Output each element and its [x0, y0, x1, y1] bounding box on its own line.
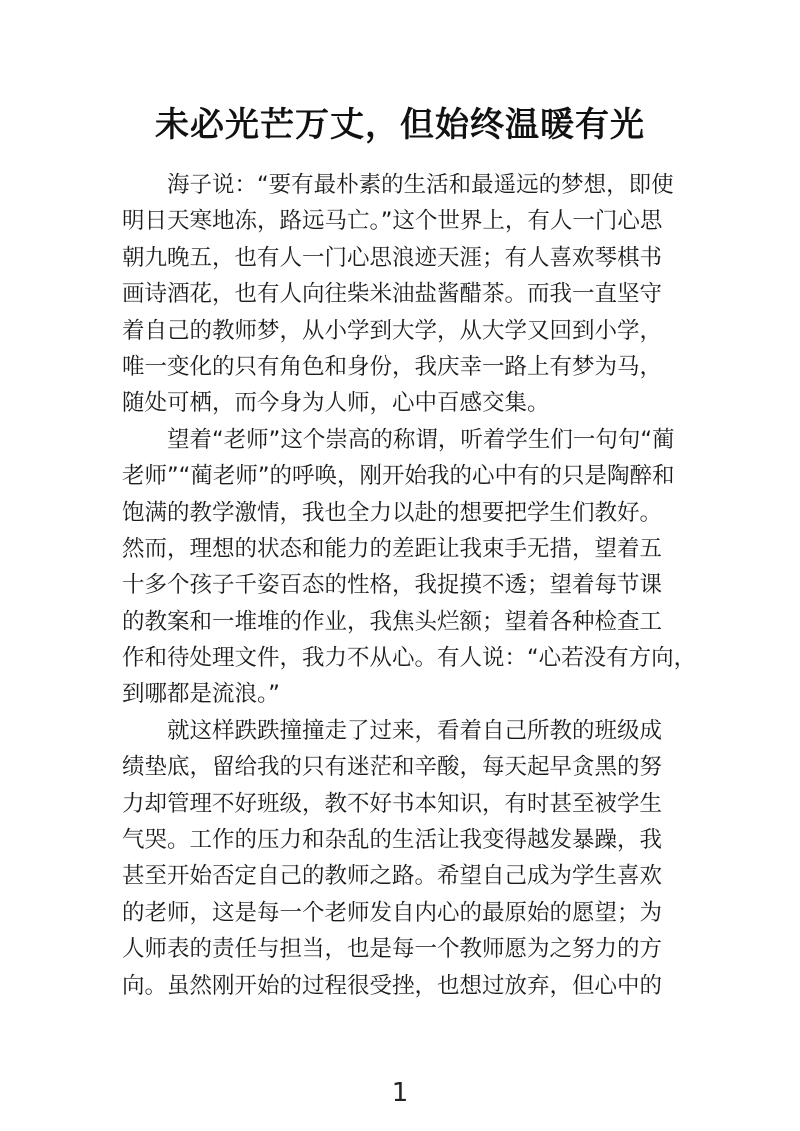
text-line: 老师”“蔺老师”的呼唤，刚开始我的心中有的只是陶醉和: [122, 463, 675, 490]
text-line: 朝九晚五，也有人一门心思浪迹天涯；有人喜欢琴棋书: [122, 244, 663, 271]
text-line: 海子说：“要有最朴素的生活和最遥远的梦想，即使: [167, 172, 674, 198]
text-line: 作和待处理文件，我力不从心。有人说：“心若没有方向，: [122, 645, 697, 672]
text-line: 望着“老师”这个崇高的称谓，听着学生们一句句“蔺: [167, 426, 675, 453]
text-line: 甚至开始否定自己的教师之路。希望自己成为学生喜欢: [122, 863, 663, 890]
text-line: 然而，理想的状态和能力的差距让我束手无措，望着五: [122, 535, 663, 562]
text-line: 饱满的教学激情，我也全力以赴的想要把学生们教好。: [122, 499, 663, 526]
text-line: 着自己的教师梦，从小学到大学，从大学又回到小学，: [122, 317, 663, 344]
text-line: 向。虽然刚开始的过程很受挫，也想过放弃，但心中的: [122, 972, 663, 999]
text-line: 绩垫底，留给我的只有迷茫和辛酸，每天起早贪黑的努: [122, 754, 663, 781]
text-line: 十多个孩子千姿百态的性格，我捉摸不透；望着每节课: [122, 572, 663, 599]
text-line: 人师表的责任与担当，也是每一个教师愿为之努力的方: [122, 936, 663, 963]
text-line: 就这样跌跌撞撞走了过来，看着自己所教的班级成: [167, 717, 663, 744]
text-line: 的老师，这是每一个老师发自内心的最原始的愿望；为: [122, 899, 663, 926]
text-line: 画诗酒花，也有人向往柴米油盐酱醋茶。而我一直坚守: [122, 281, 663, 308]
text-line: 唯一变化的只有角色和身份，我庆幸一路上有梦为马，: [122, 353, 663, 380]
body-text: [122, 167, 697, 1004]
page-number: 1: [391, 1078, 409, 1108]
text-line: 随处可栖，而今身为人师，心中百感交集。: [122, 390, 550, 417]
document-title: 未必光芒万丈，但始终温暖有光: [155, 105, 645, 145]
text-line: 到哪都是流浪。”: [122, 681, 280, 708]
text-line: 明日天寒地冻，路远马亡。”这个世界上，有人一门心思: [122, 208, 663, 235]
text-line: 力却管理不好班级，教不好书本知识，有时甚至被学生: [122, 790, 663, 817]
text-line: 气哭。工作的压力和杂乱的生活让我变得越发暴躁，我: [122, 827, 663, 854]
text-line: 的教案和一堆堆的作业，我焦头烂额；望着各种检查工: [122, 608, 663, 635]
